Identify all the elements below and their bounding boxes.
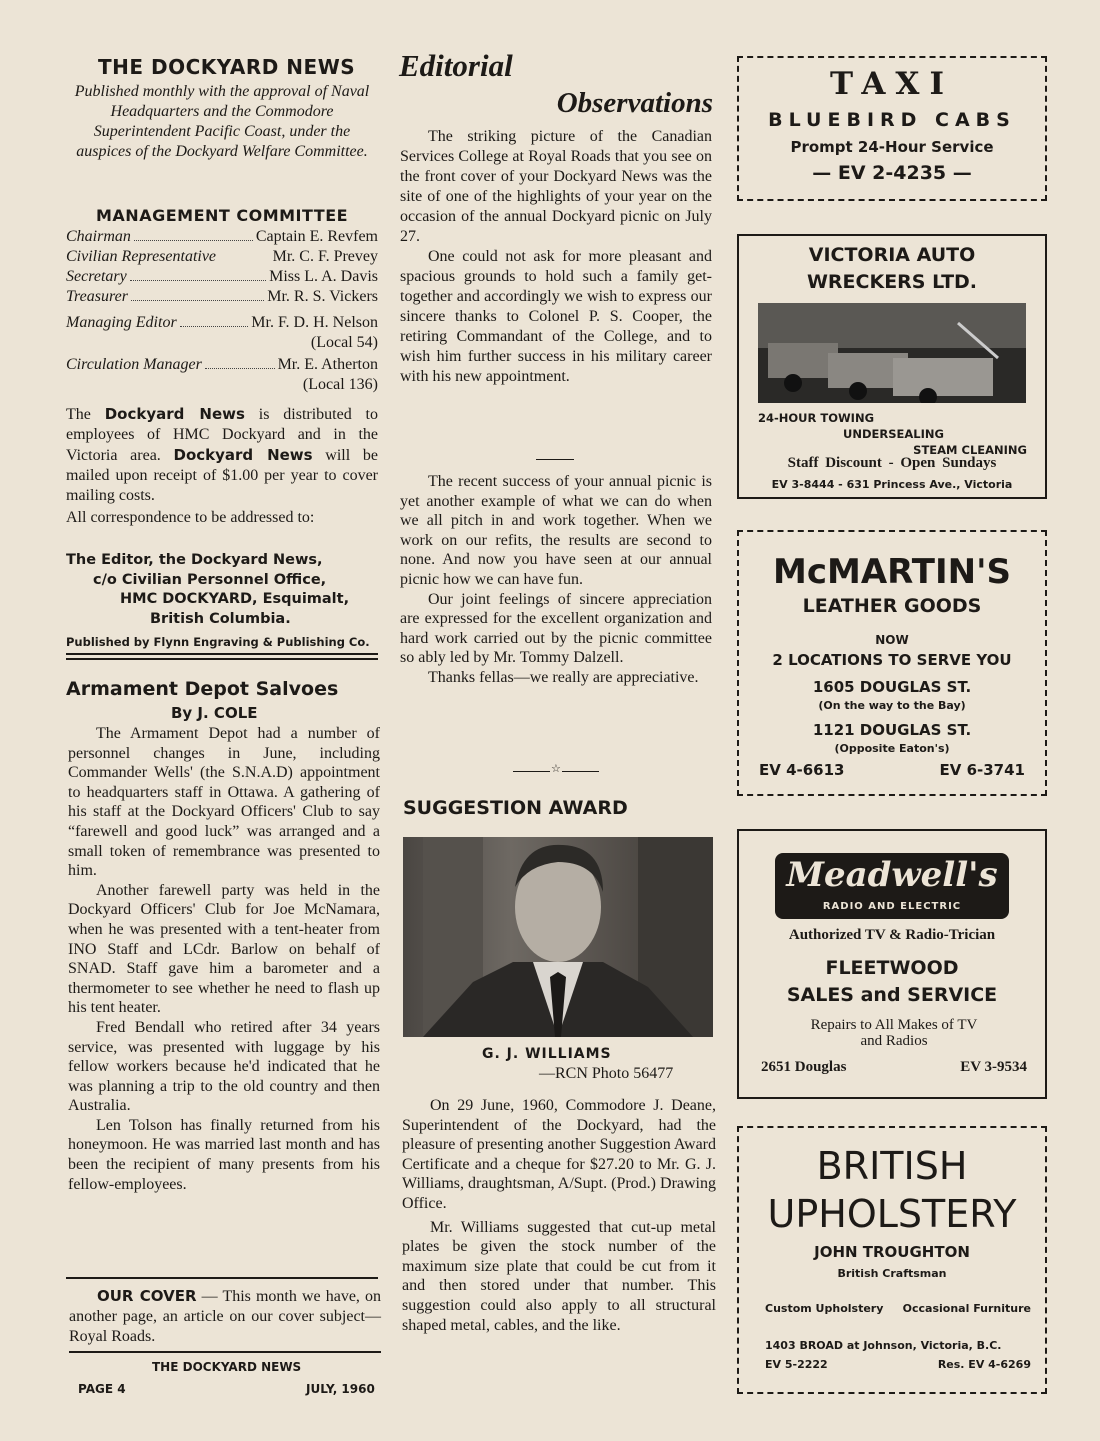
committee-list	[66, 227, 378, 395]
address-line: British Columbia.	[150, 610, 291, 627]
committee-row	[66, 247, 378, 267]
british-service-1: Custom Upholstery	[765, 1302, 884, 1315]
editorial-paragraph: Our joint feelings of sincere appreciation are expressed for the excellent organization and hard work carried out by the picnic committee so ably led by Mr. Tommy Dalzell.	[400, 590, 712, 667]
suggestion-title: SUGGESTION AWARD	[403, 797, 628, 819]
masthead-subtitle: Published monthly with the approval of Naval Headquarters and the Commodore Superintendent Pacific Coast, under the auspices of the Dockyard Welfare Committee.	[74, 83, 370, 160]
cover-note	[69, 1286, 381, 1347]
committee-role: Civilian Representative	[66, 248, 217, 265]
taxi-phone: — EV 2-4235 —	[812, 162, 972, 184]
committee-heading: MANAGEMENT COMMITTEE	[96, 206, 349, 225]
mcmartin-address-2: 1121 DOUGLAS ST.	[812, 721, 972, 739]
mcmartin-ad	[737, 530, 1047, 796]
editor-local: (Local 54)	[310, 334, 378, 351]
mcmartin-address-1: 1605 DOUGLAS ST.	[812, 678, 972, 696]
dist-bold: Dockyard News	[104, 405, 245, 423]
wreckers-discount: Staff Discount - Open Sundays	[787, 455, 997, 471]
committee-role: Circulation Manager	[66, 356, 202, 373]
cover-label: OUR COVER	[97, 1287, 197, 1305]
wreckers-name-1: VICTORIA AUTO	[808, 244, 976, 266]
committee-row	[66, 287, 378, 307]
wreckers-service-2: UNDERSEALING	[843, 427, 944, 441]
tow-trucks-image	[758, 303, 1026, 403]
footer-date: JULY, 1960	[306, 1382, 375, 1396]
armament-paragraph: Fred Bendall who retired after 34 years service, was presented with luggage by his fellow workers because he'd indicated that he was planning a trip to the old country and then Australia.	[68, 1018, 380, 1115]
british-phone-1: EV 5-2222	[765, 1358, 828, 1371]
meadwell-phone: EV 3-9534	[960, 1059, 1027, 1075]
armament-title: Armament Depot Salvoes	[66, 678, 339, 700]
taxi-name: BLUEBIRD CABS	[768, 109, 1016, 131]
mcmartin-name: McMARTIN'S	[773, 552, 1011, 592]
distribution-paragraph	[66, 404, 378, 506]
mcmartin-sub: LEATHER GOODS	[802, 595, 982, 617]
british-phone-2: Res. EV 4-6269	[937, 1358, 1031, 1371]
divider	[66, 1277, 378, 1279]
taxi-title: TAXI	[830, 66, 954, 102]
armament-paragraph: Another farewell party was held in the Dockyard Officers' Club for Joe McNamara, when he was presented with a tent-heater from INO Staff and LCdr. Barlow on behalf of SNAD. Staff gave him a barometer and a thermometer to see whether he need to flash up his tent heater.	[68, 881, 380, 1017]
cover-text: — This month we have, on another page, an article on our cover subject—Royal Roads.	[69, 1288, 382, 1345]
meadwell-authorized: Authorized TV & Radio-Trician	[788, 927, 996, 943]
wreckers-service-1: 24-HOUR TOWING	[758, 411, 875, 425]
divider	[66, 658, 378, 660]
taxi-ad	[737, 56, 1047, 201]
committee-member: Captain E. Revfem	[255, 228, 378, 245]
meadwell-fleetwood: FLEETWOOD	[825, 957, 959, 979]
suggestion-body	[402, 1096, 716, 1335]
circulation-local: (Local 136)	[302, 376, 378, 393]
meadwell-logo	[775, 853, 1009, 919]
editorial-subtitle: Observations	[556, 87, 713, 119]
british-address: 1403 BROAD at Johnson, Victoria, B.C.	[765, 1339, 1002, 1352]
photo-caption-credit: —RCN Photo 56477	[539, 1065, 674, 1082]
address-line: HMC DOCKYARD, Esquimalt,	[120, 591, 350, 607]
armament-byline: By J. COLE	[171, 704, 258, 722]
committee-role: Treasurer	[66, 288, 128, 305]
correspondence-note: All correspondence to be addressed to:	[66, 509, 315, 526]
committee-member: Miss L. A. Davis	[269, 268, 378, 285]
trucks-photo	[758, 303, 1026, 403]
british-line-2: UPHOLSTERY	[767, 1192, 1017, 1236]
dist-bold: Dockyard News	[173, 446, 313, 464]
committee-row	[66, 227, 378, 247]
editorial-paragraph: The recent success of your annual picnic is yet another example of what we can do when we all pitch in and work together. When we work on our refits, the results are second to none. And now you have seen at our annual picnic how we can have fun.	[400, 473, 712, 588]
mcmartin-note-2: (Opposite Eaton's)	[834, 742, 950, 755]
editorial-body-2	[400, 472, 712, 688]
star-divider	[513, 765, 599, 777]
british-service-2: Occasional Furniture	[902, 1302, 1031, 1315]
editorial-paragraph: The striking picture of the Canadian Services College at Royal Roads that you see on the front cover of your Dockyard News was the site of one of the highlights of your year on the occasion of the annual Dockyard picnic on July 27.	[400, 128, 712, 245]
mcmartin-phone-1: EV 4-6613	[759, 761, 845, 779]
meadwell-logo-text: Meadwell's	[786, 855, 998, 895]
mcmartin-locations: 2 LOCATIONS TO SERVE YOU	[772, 651, 1012, 669]
suggestion-paragraph: Mr. Williams suggested that cut-up metal plates be given the stock number of the maximum size plate that could be cut from it and then stored under that number. This suggestion could also apply to all structural shaped metal, cables, and the like.	[402, 1218, 716, 1334]
armament-body	[68, 724, 380, 1194]
portrait-figure	[403, 837, 713, 1037]
footer-title: THE DOCKYARD NEWS	[152, 1360, 302, 1374]
committee-member: Mr. E. Atherton	[277, 356, 378, 373]
british-ad	[737, 1126, 1047, 1394]
committee-member: Mr. F. D. H. Nelson	[251, 314, 378, 331]
divider	[69, 1351, 381, 1353]
armament-paragraph: Len Tolson has finally returned from his honeymoon. He was married last month and has been the recipient of many presents from his fellow-employees.	[68, 1116, 380, 1193]
meadwell-logo-sub: RADIO AND ELECTRIC	[822, 901, 962, 912]
british-owner: JOHN TROUGHTON	[814, 1243, 970, 1261]
mcmartin-note-1: (On the way to the Bay)	[818, 699, 966, 712]
committee-row	[66, 267, 378, 287]
wreckers-name-2: WRECKERS LTD.	[806, 271, 978, 293]
taxi-service: Prompt 24-Hour Service	[790, 138, 994, 156]
committee-member: Mr. R. S. Vickers	[267, 288, 378, 305]
photo-caption-name: G. J. WILLIAMS	[482, 1046, 612, 1062]
wreckers-service-3: STEAM CLEANING	[913, 443, 1027, 457]
meadwell-address: 2651 Douglas	[761, 1059, 847, 1075]
short-rule	[536, 459, 574, 460]
editorial-paragraph: Thanks fellas—we really are appreciative.	[428, 668, 699, 686]
suggestion-paragraph: On 29 June, 1960, Commodore J. Deane, Superintendent of the Dockyard, had the pleasure of presenting another Suggestion Award Certificate and a cheque for $27.20 to Mr. G. J. Williams, draughtsman, A/Supt. (Prod.) Drawing Office.	[402, 1097, 716, 1212]
mcmartin-phone-2: EV 6-3741	[939, 761, 1025, 779]
british-line-1: BRITISH	[816, 1144, 968, 1188]
address-line: The Editor, the Dockyard News,	[66, 552, 323, 568]
committee-role: Secretary	[66, 268, 127, 285]
committee-member: Mr. C. F. Prevey	[272, 248, 378, 265]
footer-page: PAGE 4	[78, 1382, 126, 1396]
wreckers-ad	[737, 234, 1047, 499]
committee-role: Managing Editor	[66, 314, 177, 331]
meadwell-sales: SALES and SERVICE	[786, 984, 998, 1006]
meadwell-repairs: Repairs to All Makes of TV and Radios	[810, 1017, 978, 1049]
publisher-line: Published by Flynn Engraving & Publishing Co.	[66, 635, 370, 649]
committee-role: Chairman	[66, 228, 131, 245]
dist-text: will be mailed upon receipt of $1.00 per year to cover mailing costs.	[66, 447, 378, 504]
british-craftsman: British Craftsman	[837, 1267, 947, 1280]
editorial-paragraph: One could not ask for more pleasant and spacious grounds to hold such a family get-together and accordingly we wish to express our sincere thanks to Colonel P. S. Cooper, the retiring Commandant of the College, and to wish him further success in his military career with his new appointment.	[400, 248, 712, 385]
editorial-body	[400, 127, 712, 387]
williams-photo	[403, 837, 713, 1037]
meadwell-ad	[737, 829, 1047, 1099]
armament-paragraph: The Armament Depot had a number of personnel changes in June, including Commander Wells' (the S.N.A.D) appointment to headquarters staff in Ottawa. A gathering of his staff at the Dockyard Officers' Club to say “farewell and good luck” was arranged and a small token of remembrance was presented to him.	[68, 725, 380, 880]
masthead-title: THE DOCKYARD NEWS	[98, 55, 356, 79]
wreckers-address: EV 3-8444 - 631 Princess Ave., Victoria	[771, 478, 1013, 491]
editorial-title: Editorial	[399, 48, 513, 83]
dist-text: is distributed to employees of HMC Dockyard and in the Victoria area.	[66, 406, 379, 464]
committee-row	[66, 313, 378, 333]
dist-text: The	[66, 406, 105, 423]
divider	[66, 653, 378, 655]
editor-address	[66, 551, 378, 629]
mcmartin-now: NOW	[875, 633, 909, 647]
star-icon: ☆	[551, 763, 561, 775]
committee-row	[66, 355, 378, 375]
address-line: c/o Civilian Personnel Office,	[93, 571, 327, 588]
